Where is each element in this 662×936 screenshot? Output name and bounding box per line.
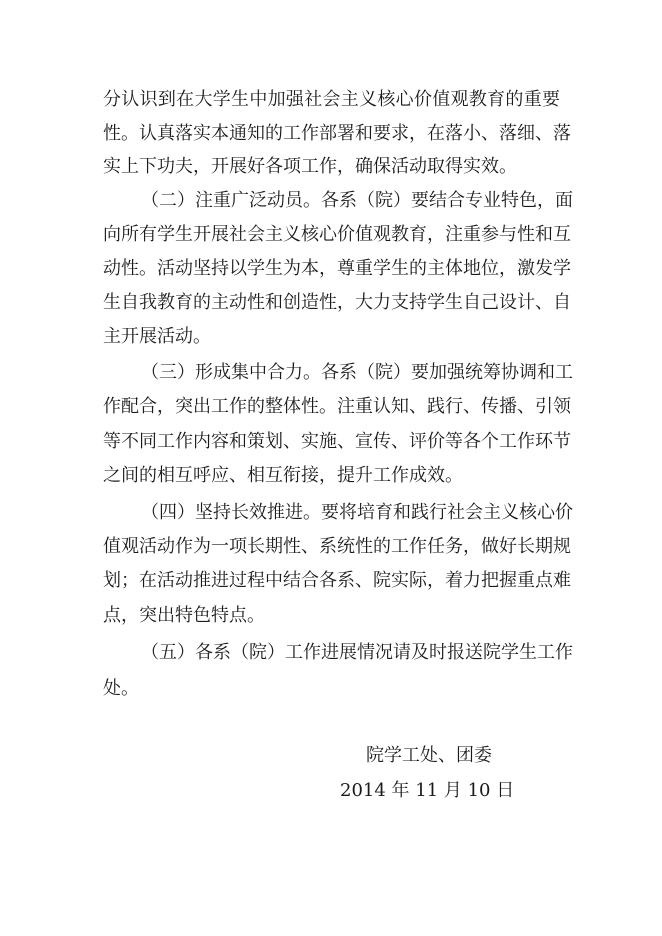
paragraph-4-heading-line: （四）坚持长效推进。要将培育和践行社会主义核心价: [141, 502, 573, 523]
body-line: 向所有学生开展社会主义核心价值观教育，注重参与性和互: [103, 224, 571, 245]
issuer-signature: 院学工处、团委: [366, 745, 492, 766]
body-line: 处。: [103, 678, 139, 699]
body-line: 主开展活动。: [103, 326, 211, 347]
body-line: 生自我教育的主动性和创造性，大力支持学生自己设计、自: [103, 292, 571, 313]
body-line: 动性。活动坚持以学生为本，尊重学生的主体地位，激发学: [103, 258, 571, 279]
body-line: 点，突出特色特点。: [103, 605, 265, 626]
body-line: 性。认真落实本通知的工作部署和要求，在落小、落细、落: [103, 123, 571, 144]
body-line: 作配合，突出工作的整体性。注重认知、践行、传播、引领: [103, 396, 571, 417]
body-line: 等不同工作内容和策划、实施、宣传、评价等各个工作环节: [103, 431, 571, 452]
paragraph-5-heading-line: （五）各系（院）工作进展情况请及时报送院学生工作: [141, 642, 573, 663]
issue-date: 2014 年 11 月 10 日: [340, 780, 515, 801]
body-line: 实上下功夫，开展好各项工作，确保活动取得实效。: [103, 156, 517, 177]
body-line: 分认识到在大学生中加强社会主义核心价值观教育的重要: [103, 89, 560, 110]
paragraph-3-heading-line: （三）形成集中合力。各系（院）要加强统筹协调和工: [141, 362, 573, 383]
body-line: 之间的相互呼应、相互衔接，提升工作成效。: [103, 465, 463, 486]
body-line: 划；在活动推进过程中结合各系、院实际，着力把握重点难: [103, 570, 571, 591]
paragraph-2-heading-line: （二）注重广泛动员。各系（院）要结合专业特色，面: [141, 190, 573, 211]
body-line: 值观活动作为一项长期性、系统性的工作任务，做好长期规: [103, 536, 571, 557]
